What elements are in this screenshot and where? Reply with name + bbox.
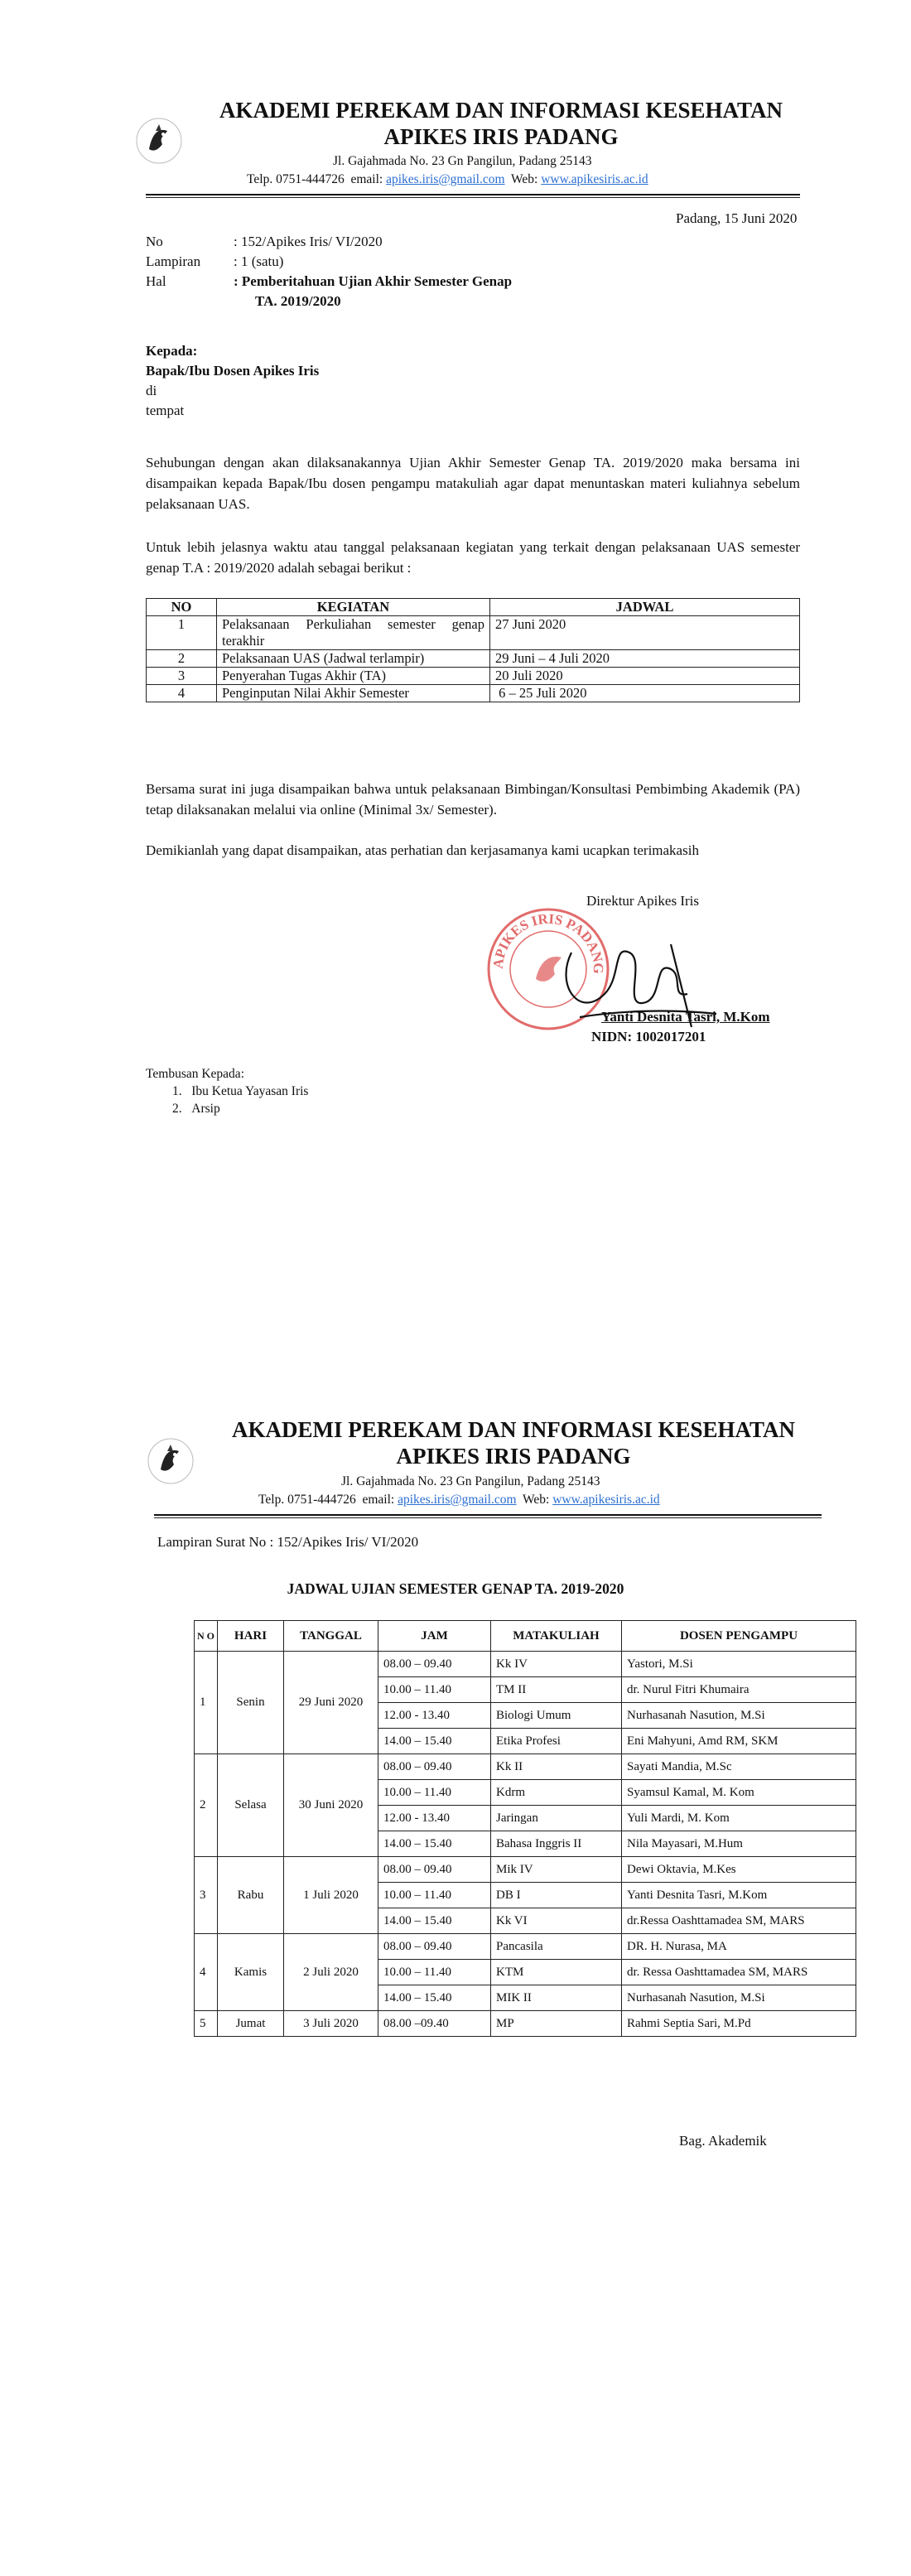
exam-lecturer: DR. H. Nurasa, MA	[622, 1934, 856, 1960]
email-link[interactable]: apikes.iris@gmail.com	[386, 172, 505, 186]
no-label: No	[146, 234, 163, 249]
email-label: email:	[350, 172, 383, 186]
org-name-line2-p2: APIKES IRIS PADANG	[396, 1444, 631, 1469]
exam-time: 14.00 – 15.40	[378, 1985, 491, 2011]
row-no: 4	[147, 685, 217, 702]
cc-item-1: 1. Ibu Ketua Yayasan Iris	[172, 1084, 309, 1098]
header-rule-p2	[154, 1514, 822, 1516]
signer-title: Direktur Apikes Iris	[586, 893, 699, 909]
day-no: 4	[195, 1934, 218, 2011]
day-hari: Rabu	[218, 1857, 284, 1934]
day-tanggal: 1 Juli 2020	[284, 1857, 378, 1934]
email-link-p2[interactable]: apikes.iris@gmail.com	[398, 1493, 517, 1507]
exam-time: 08.00 – 09.40	[378, 1652, 491, 1677]
col-header-jam: JAM	[378, 1621, 491, 1652]
email-label-p2: email:	[362, 1493, 395, 1507]
org-name-line2: APIKES IRIS PADANG	[383, 124, 619, 149]
attachment-page	[0, 1416, 911, 2576]
exam-course: DB I	[491, 1883, 622, 1908]
col-header-no: NO	[147, 599, 217, 616]
exam-course: MP	[491, 2011, 622, 2037]
exam-time: 14.00 – 15.40	[378, 1729, 491, 1754]
table-row	[147, 650, 800, 668]
hal-value-2: TA. 2019/2020	[255, 293, 341, 309]
di-text: di	[146, 383, 157, 398]
exam-time: 10.00 – 11.40	[378, 1780, 491, 1806]
row-jadwal: 29 Juni – 4 Juli 2020	[490, 650, 800, 668]
paragraph-4: Demikianlah yang dapat disampaikan, atas perhatian dan kerjasamanya kami ucapkan terimakasih	[146, 842, 699, 858]
col-header-jadwal: JADWAL	[490, 599, 800, 616]
exam-time: 10.00 – 11.40	[378, 1883, 491, 1908]
table-row	[147, 668, 800, 685]
activity-table-header	[147, 599, 800, 616]
activity-table	[146, 598, 800, 702]
table-row	[195, 1934, 856, 1960]
paragraph-3: Bersama surat ini juga disampaikan bahwa untuk pelaksanaan Bimbingan/Konsultasi Pembimbing Akademik (PA) tetap dilaksanakan melalui via online (Minimal 3x/ Semester).	[146, 781, 800, 818]
exam-course: Mik IV	[491, 1857, 622, 1883]
exam-lecturer: Syamsul Kamal, M. Kom	[622, 1780, 856, 1806]
org-address-p2: Jl. Gajahmada No. 23 Gn Pangilun, Padang 25143	[341, 1474, 600, 1488]
exam-lecturer: Sayati Mandia, M.Sc	[622, 1754, 856, 1780]
org-contact-p2	[258, 1493, 660, 1507]
header-rule-thin-p2	[154, 1517, 822, 1518]
web-link-p2[interactable]: www.apikesiris.ac.id	[552, 1493, 660, 1507]
hal-label: Hal	[146, 273, 166, 289]
org-address: Jl. Gajahmada No. 23 Gn Pangilun, Padang 25143	[333, 154, 592, 168]
day-no: 3	[195, 1857, 218, 1934]
exam-lecturer: Rahmi Septia Sari, M.Pd	[622, 2011, 856, 2037]
col-header-hari: HARI	[218, 1621, 284, 1652]
header-rule-thin	[146, 197, 800, 198]
exam-lecturer: Yastori, M.Si	[622, 1652, 856, 1677]
row-kegiatan: Penginputan Nilai Akhir Semester	[217, 685, 490, 702]
exam-course: Kdrm	[491, 1780, 622, 1806]
header-rule	[146, 194, 800, 195]
exam-course: Bahasa Inggris II	[491, 1831, 622, 1857]
schedule-header-row	[195, 1621, 856, 1652]
row-kegiatan: Penyerahan Tugas Akhir (TA)	[217, 668, 490, 685]
telp-text-p2: Telp. 0751-444726	[258, 1493, 356, 1507]
signer-nidn: NIDN: 1002017201	[591, 1029, 706, 1044]
exam-course: Kk II	[491, 1754, 622, 1780]
row-no: 2	[147, 650, 217, 668]
org-name-line1-p2: AKADEMI PEREKAM DAN INFORMASI KESEHATAN	[231, 1417, 796, 1442]
exam-time: 10.00 – 11.40	[378, 1960, 491, 1985]
day-tanggal: 30 Juni 2020	[284, 1754, 378, 1857]
web-label-p2: Web:	[523, 1493, 550, 1507]
paragraph-2: Untuk lebih jelasnya waktu atau tanggal pelaksanaan kegiatan yang terkait dengan pelaksanaan UAS semester genap T.A : 2019/2020 adalah sebagai berikut :	[146, 539, 800, 576]
org-contact	[247, 172, 648, 187]
exam-course: Pancasila	[491, 1934, 622, 1960]
row-no: 1	[147, 616, 217, 650]
row-jadwal: 6 – 25 Juli 2020	[490, 685, 800, 702]
day-no: 2	[195, 1754, 218, 1857]
exam-lecturer: Dewi Oktavia, M.Kes	[622, 1857, 856, 1883]
table-row	[195, 2011, 856, 2037]
row-jadwal: 27 Juni 2020	[490, 616, 800, 650]
exam-time: 12.00 - 13.40	[378, 1703, 491, 1729]
tempat-text: tempat	[146, 403, 185, 418]
day-hari: Selasa	[218, 1754, 284, 1857]
paragraph-1: Sehubungan dengan akan dilaksanakannya Ujian Akhir Semester Genap TA. 2019/2020 maka bersama ini disampaikan kepada Bapak/Ibu dosen pengampu matakuliah agar dapat menuntaskan materi kuliahnya sebelum pelaksanaan UAS.	[146, 455, 800, 512]
kepada-label: Kepada:	[146, 343, 198, 359]
exam-course: MIK II	[491, 1985, 622, 2011]
table-row	[195, 1652, 856, 1677]
exam-lecturer: dr. Nurul Fitri Khumaira	[622, 1677, 856, 1703]
col-header-no: N O	[195, 1621, 218, 1652]
table-row	[147, 616, 800, 650]
day-hari: Jumat	[218, 2011, 284, 2037]
day-no: 5	[195, 2011, 218, 2037]
table-row	[195, 1857, 856, 1883]
exam-lecturer: dr.Ressa Oashttamadea SM, MARS	[622, 1908, 856, 1934]
cc-item-1-text: Ibu Ketua Yayasan Iris	[191, 1084, 309, 1098]
cc-item-2: 2. Arsip	[172, 1102, 220, 1116]
place-date: Padang, 15 Juni 2020	[676, 210, 798, 226]
row-kegiatan: Pelaksanaan Perkuliahan semester genap terakhir	[217, 616, 490, 650]
telp-text: Telp. 0751-444726	[247, 172, 345, 186]
cc-item-2-text: Arsip	[191, 1102, 220, 1116]
org-name-line1: AKADEMI PEREKAM DAN INFORMASI KESEHATAN	[219, 98, 783, 123]
exam-lecturer: Nurhasanah Nasution, M.Si	[622, 1985, 856, 2011]
exam-lecturer: Eni Mahyuni, Amd RM, SKM	[622, 1729, 856, 1754]
exam-time: 12.00 - 13.40	[378, 1806, 491, 1831]
col-header-tanggal: TANGGAL	[284, 1621, 378, 1652]
web-label: Web:	[511, 172, 538, 186]
attachment-ref: Lampiran Surat No : 152/Apikes Iris/ VI/2020	[157, 1534, 419, 1550]
exam-lecturer: Nurhasanah Nasution, M.Si	[622, 1703, 856, 1729]
no-value: : 152/Apikes Iris/ VI/2020	[234, 234, 383, 249]
col-header-dosen: DOSEN PENGAMPU	[622, 1621, 856, 1652]
exam-lecturer: Yuli Mardi, M. Kom	[622, 1806, 856, 1831]
exam-schedule-table	[194, 1620, 856, 2037]
day-no: 1	[195, 1652, 218, 1754]
table-row	[195, 1754, 856, 1780]
stamp-text: APIKES IRIS PADANG	[489, 910, 607, 974]
schedule-body	[195, 1652, 856, 2037]
day-hari: Kamis	[218, 1934, 284, 2011]
exam-time: 14.00 – 15.40	[378, 1908, 491, 1934]
exam-time: 14.00 – 15.40	[378, 1831, 491, 1857]
exam-course: Etika Profesi	[491, 1729, 622, 1754]
exam-time: 10.00 – 11.40	[378, 1677, 491, 1703]
signer-name: Yanti Desnita Tasri, M.Kom	[601, 1009, 770, 1025]
table-row	[147, 685, 800, 702]
letter-page	[0, 0, 911, 1259]
exam-lecturer: Yanti Desnita Tasri, M.Kom	[622, 1883, 856, 1908]
day-tanggal: 2 Juli 2020	[284, 1934, 378, 2011]
academic-dept: Bag. Akademik	[679, 2133, 767, 2149]
exam-course: Kk IV	[491, 1652, 622, 1677]
row-no: 3	[147, 668, 217, 685]
exam-course: Biologi Umum	[491, 1703, 622, 1729]
row-kegiatan: Pelaksanaan UAS (Jadwal terlampir)	[217, 650, 490, 668]
exam-course: KTM	[491, 1960, 622, 1985]
web-link[interactable]: www.apikesiris.ac.id	[541, 172, 648, 186]
col-header-kegiatan: KEGIATAN	[217, 599, 490, 616]
day-hari: Senin	[218, 1652, 284, 1754]
exam-time: 08.00 – 09.40	[378, 1857, 491, 1883]
cc-title: Tembusan Kepada:	[146, 1067, 244, 1081]
exam-time: 08.00 – 09.40	[378, 1754, 491, 1780]
recipient: Bapak/Ibu Dosen Apikes Iris	[146, 363, 320, 379]
exam-time: 08.00 – 09.40	[378, 1934, 491, 1960]
exam-course: Kk VI	[491, 1908, 622, 1934]
exam-lecturer: Nila Mayasari, M.Hum	[622, 1831, 856, 1857]
col-header-matakuliah: MATAKULIAH	[491, 1621, 622, 1652]
lampiran-value: : 1 (satu)	[234, 253, 284, 269]
apikes-logo-icon	[134, 116, 184, 166]
row-jadwal: 20 Juli 2020	[490, 668, 800, 685]
day-tanggal: 3 Juli 2020	[284, 2011, 378, 2037]
lampiran-label: Lampiran	[146, 253, 201, 269]
exam-time: 08.00 –09.40	[378, 2011, 491, 2037]
apikes-logo-icon-2	[146, 1436, 195, 1486]
schedule-title: JADWAL UJIAN SEMESTER GENAP TA. 2019-2020	[287, 1580, 624, 1597]
exam-lecturer: dr. Ressa Oashttamadea SM, MARS	[622, 1960, 856, 1985]
day-tanggal: 29 Juni 2020	[284, 1652, 378, 1754]
exam-course: TM II	[491, 1677, 622, 1703]
hal-value: : Pemberitahuan Ujian Akhir Semester Genap	[234, 273, 513, 289]
exam-course: Jaringan	[491, 1806, 622, 1831]
